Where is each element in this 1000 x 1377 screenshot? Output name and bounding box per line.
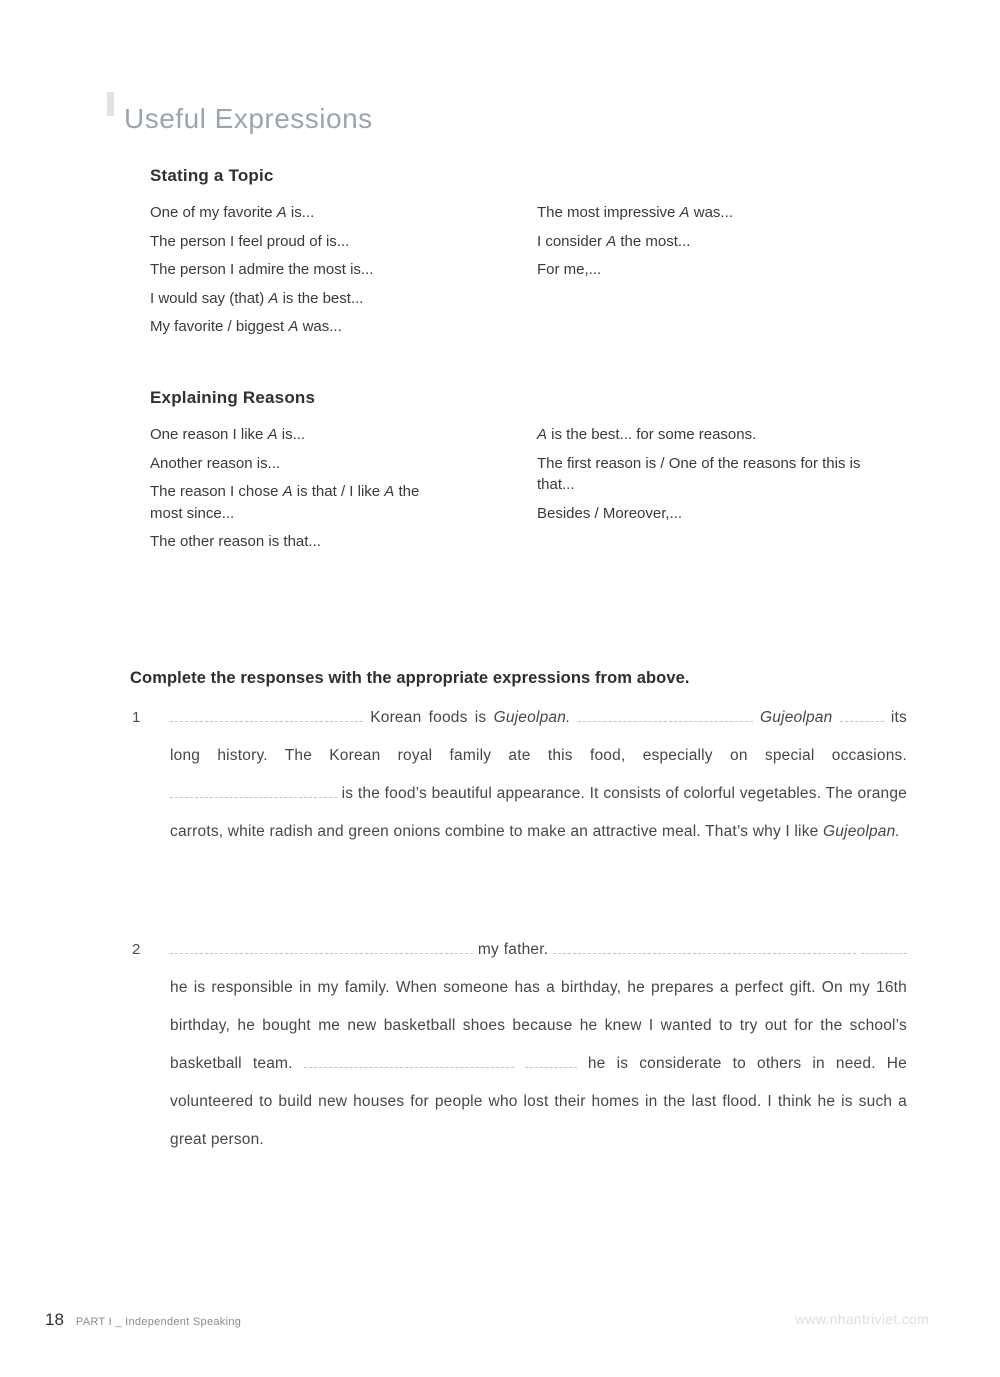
text-run: was... bbox=[298, 318, 342, 335]
footer-label: PART I _ Independent Speaking bbox=[75, 1316, 242, 1328]
answer-blank bbox=[840, 708, 884, 722]
text-run: The other reason is that... bbox=[150, 533, 321, 550]
answer-blank bbox=[578, 708, 753, 722]
section-heading: Stating a Topic bbox=[150, 166, 274, 185]
text-run: is... bbox=[277, 426, 306, 443]
expression-column-right bbox=[537, 424, 889, 531]
italic-text: A bbox=[606, 232, 617, 250]
expression-line bbox=[150, 481, 426, 524]
text-run: The person I admire the most is... bbox=[150, 261, 374, 278]
expression-line bbox=[150, 202, 426, 224]
italic-text: Gujeolpan. bbox=[822, 823, 900, 840]
text-run bbox=[514, 1055, 525, 1072]
italic-text: A bbox=[537, 426, 548, 443]
text-run: he is considerate to others in need. He volunteered to build new houses for people who lost their homes in the last flood. I think he is such a great person. bbox=[170, 1055, 907, 1148]
item-number: 2 bbox=[132, 941, 141, 958]
text-run bbox=[832, 709, 839, 726]
text-run: the most... bbox=[616, 232, 691, 250]
section-explaining-reasons bbox=[150, 388, 910, 550]
text-run: its long history. The Korean royal family ate this food, especially on special occasions. bbox=[170, 709, 907, 764]
italic-text: Gujeolpan. bbox=[493, 709, 571, 726]
expression-line bbox=[150, 288, 426, 310]
expression-line bbox=[537, 231, 889, 253]
expression-column-left bbox=[150, 424, 426, 560]
page-number: 18 bbox=[45, 1310, 64, 1329]
italic-text: A bbox=[267, 426, 278, 443]
item-paragraph bbox=[170, 699, 907, 851]
text-run: The most impressive bbox=[537, 204, 680, 221]
italic-text: A bbox=[384, 483, 395, 500]
answer-blank bbox=[553, 940, 856, 954]
text-run: One reason I like bbox=[150, 426, 268, 443]
page-title: Useful Expressions bbox=[124, 102, 373, 134]
exercise-item-2 bbox=[132, 931, 907, 1159]
expression-line bbox=[150, 453, 426, 475]
expression-line bbox=[150, 316, 426, 338]
text-run: is... bbox=[286, 204, 315, 221]
italic-text: A bbox=[679, 204, 690, 221]
exercise-item-1 bbox=[132, 699, 907, 851]
expression-line bbox=[150, 231, 426, 253]
expression-line bbox=[150, 424, 426, 446]
text-run: I consider bbox=[537, 232, 607, 250]
text-run: The person I feel proud of is... bbox=[150, 232, 350, 250]
italic-text: Gujeolpan bbox=[759, 709, 833, 726]
exercise-instruction: Complete the responses with the appropriate expressions from above. bbox=[130, 668, 690, 687]
expression-column-left bbox=[150, 202, 426, 345]
answer-blank bbox=[170, 708, 363, 722]
text-run: My favorite / biggest bbox=[150, 318, 289, 335]
item-number: 1 bbox=[132, 709, 141, 726]
answer-blank bbox=[304, 1054, 514, 1068]
expression-line bbox=[150, 531, 426, 553]
answer-blank bbox=[525, 1054, 577, 1068]
expression-line bbox=[537, 259, 889, 281]
text-run: is the best... bbox=[278, 289, 364, 307]
expression-line bbox=[537, 424, 889, 446]
answer-blank bbox=[170, 940, 473, 954]
italic-text: A bbox=[282, 483, 293, 500]
section-stating-a-topic bbox=[150, 166, 910, 335]
page-footer bbox=[45, 1310, 241, 1330]
text-run: I would say (that) bbox=[150, 289, 269, 307]
title-marker-bar bbox=[107, 92, 114, 116]
expression-line bbox=[537, 453, 889, 496]
text-run: Korean foods is bbox=[363, 709, 494, 726]
text-run: Another reason is... bbox=[150, 454, 281, 472]
expression-line bbox=[537, 202, 889, 224]
italic-text: A bbox=[288, 318, 299, 335]
answer-blank bbox=[861, 940, 907, 954]
text-run: he is responsible in my family. When someone has a birthday, he prepares a perfect gift. On my 16th birthday, he bought me new basketball shoes because he knew I wanted to try out for the school’s basketball team. bbox=[170, 979, 907, 1072]
text-run: the most since... bbox=[150, 483, 420, 522]
text-run: is that / I like bbox=[292, 483, 385, 500]
text-run: is the best... for some reasons. bbox=[547, 426, 757, 443]
expression-line bbox=[150, 259, 426, 281]
text-run: One of my favorite bbox=[150, 204, 277, 221]
section-heading: Explaining Reasons bbox=[150, 388, 316, 407]
expression-line bbox=[537, 503, 889, 525]
text-run bbox=[571, 709, 578, 726]
item-paragraph bbox=[170, 931, 907, 1159]
text-run: Besides / Moreover,... bbox=[537, 504, 683, 522]
text-run: For me,... bbox=[537, 261, 602, 278]
text-run: was... bbox=[689, 204, 733, 221]
text-run: my father. bbox=[473, 941, 554, 958]
text-run bbox=[753, 709, 760, 726]
text-run: The reason I chose bbox=[150, 483, 283, 500]
text-run: The first reason is / One of the reasons for this is that... bbox=[537, 454, 861, 493]
answer-blank bbox=[170, 784, 337, 798]
text-run: is the food’s beautiful appearance. It consists of colorful vegetables. The orange carrots, white radish and green onions combine to make an attractive meal. That’s why I like bbox=[170, 785, 907, 840]
italic-text: A bbox=[276, 204, 287, 221]
watermark: www.nhantriviet.com bbox=[795, 1311, 930, 1327]
expression-column-right bbox=[537, 202, 889, 288]
italic-text: A bbox=[268, 289, 279, 307]
